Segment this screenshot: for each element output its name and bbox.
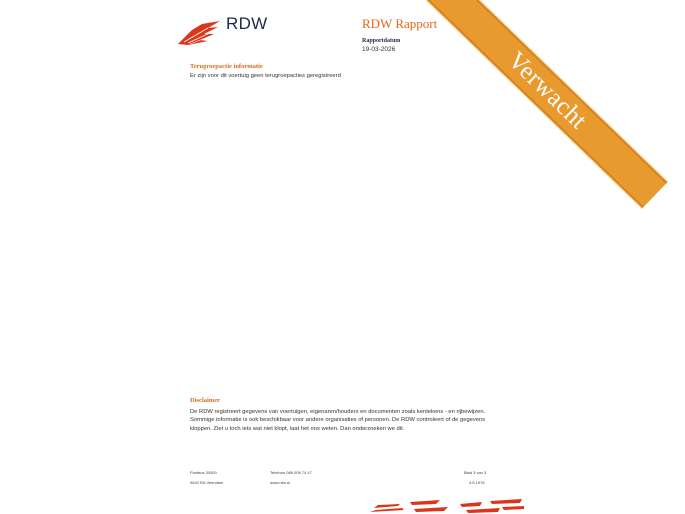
watermark-text: Verwacht: [502, 46, 593, 135]
report-date-label: Rapportdatum: [362, 38, 401, 44]
report-title: RDW Rapport: [362, 16, 438, 31]
footer-address: 9640 RA Veendam: [190, 480, 224, 485]
disclaimer-title: Disclaimer: [190, 397, 220, 404]
footer-postbus: Postbus 30000: [190, 470, 217, 475]
report-date: 19-03-2026: [362, 46, 396, 53]
footer-phone: Telefoon 088 008 74 47: [270, 470, 312, 475]
brand-name: RDW: [226, 14, 268, 33]
recall-section-text: Er zijn voor dit voertuig geen terugroepacties geregistreerd: [190, 73, 341, 79]
footer-page-number: Blad 3 van 3: [464, 470, 487, 475]
disclaimer-text: De RDW registreert gegevens van voertuigen, eigenaren/houders en documenten zoals kentekens - en rijbewijzen. Sommige informatie is ook beschikbaar voor andere organisaties of personen. De RDW controleert of de gegevens kloppen. Ziet u toch iets wat niet klopt, laat het ons weten. Dan onderzoeken we dit.: [190, 409, 486, 432]
decorative-stripes-icon: [370, 498, 524, 514]
recall-section-title: Terugroepactie informatie: [190, 63, 263, 70]
report-page: [162, 0, 593, 514]
watermark-ribbon: [426, 0, 668, 209]
footer-code: 3.6 1978: [469, 480, 485, 485]
rdw-logo-icon: [178, 20, 224, 48]
footer-website[interactable]: www.rdw.nl: [270, 480, 291, 485]
